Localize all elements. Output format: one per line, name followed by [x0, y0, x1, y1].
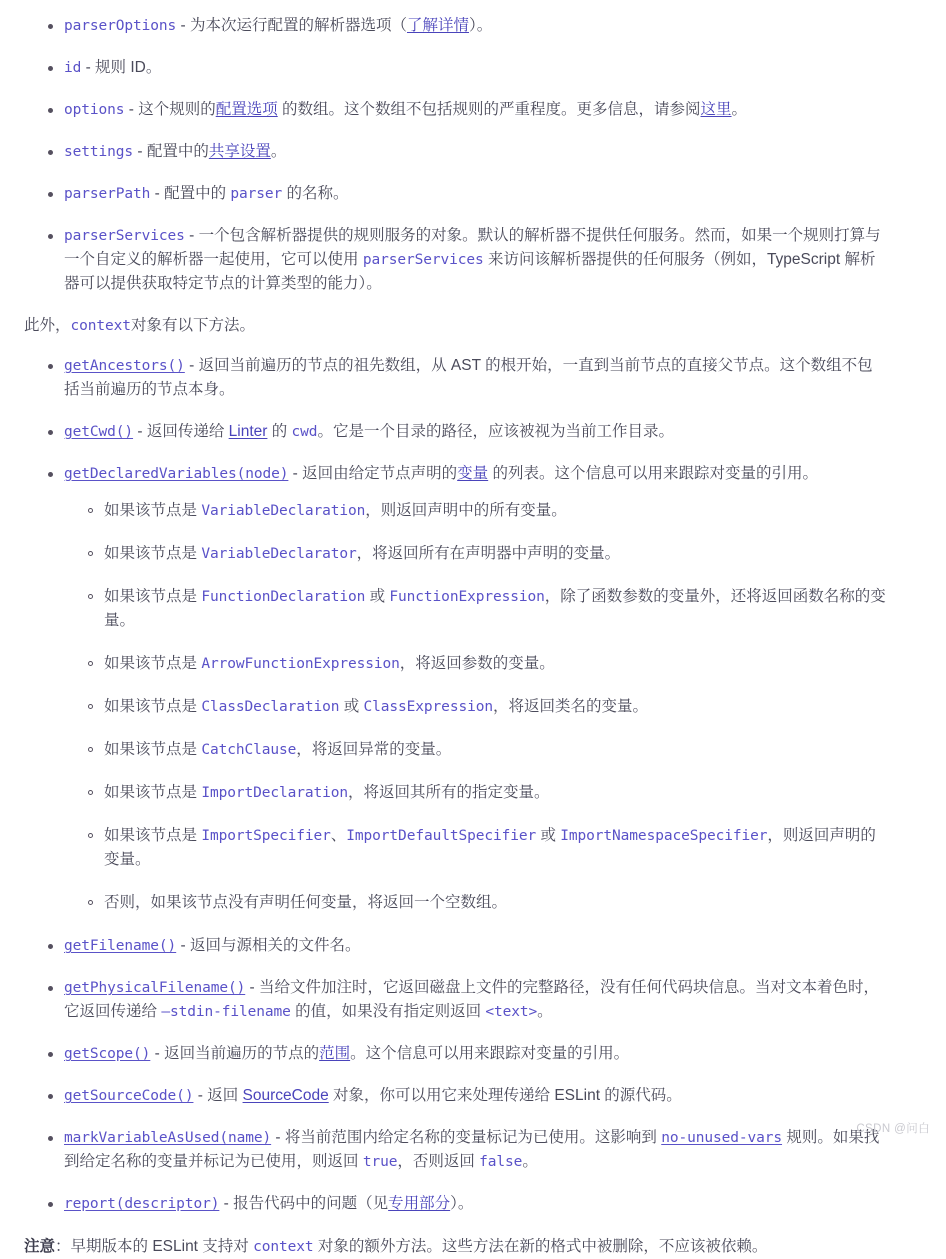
sub-list-item — [64, 891, 886, 915]
text-segment: 。 — [522, 1153, 538, 1171]
method-name[interactable]: getCwd() — [64, 424, 134, 441]
sub-list-item — [64, 499, 886, 523]
text-segment: ）。 — [468, 17, 493, 34]
text-segment: ，将返回异常的变量。 — [296, 741, 452, 759]
list-item — [24, 462, 886, 915]
inline-link[interactable]: 共享设置 — [208, 143, 271, 161]
property-name: parserPath — [64, 186, 151, 203]
inline-link[interactable]: 变量 — [457, 465, 489, 483]
inline-code: ImportDeclaration — [201, 785, 349, 802]
sub-list-item — [64, 585, 886, 633]
inline-link[interactable]: 配置选项 — [215, 101, 278, 119]
inline-code: ClassDeclaration — [201, 699, 340, 716]
text-segment: 。 — [731, 101, 748, 119]
text-segment: ，将返回类名的变量。 — [492, 698, 648, 716]
text-segment: 的列表。这个信息可以用来跟踪对变量的引用。 — [488, 465, 818, 483]
text-segment: 规则。如果找到给定名称的变量并标记为已使用，则返回 — [64, 1129, 880, 1171]
text-segment: 此外， — [24, 317, 71, 335]
text-segment: 的 — [267, 423, 292, 441]
text-segment: 或 — [536, 827, 561, 845]
note-paragraph — [24, 1235, 886, 1259]
text-segment: ）。 — [450, 1195, 474, 1213]
text-segment: - 为本次运行配置的解析器选项（ — [176, 17, 407, 34]
property-name: id — [64, 60, 82, 77]
text-segment: ：早期版本的 ESLint 支持对 — [55, 1237, 254, 1255]
text-segment: ，将返回参数的变量。 — [399, 655, 555, 673]
text-segment: - 配置中的 — [133, 143, 209, 161]
inline-link[interactable]: 范围 — [319, 1045, 351, 1063]
sub-list-item — [64, 738, 886, 762]
text-segment: - 返回传递给 — [133, 423, 229, 441]
method-name[interactable]: getSourceCode() — [64, 1088, 194, 1105]
text-segment: 如果该节点是 — [104, 545, 202, 563]
list-item — [24, 1192, 886, 1216]
text-segment: - 返回与源相关的文件名。 — [176, 937, 361, 955]
list-item — [24, 934, 886, 958]
inline-link[interactable]: SourceCode — [242, 1087, 329, 1105]
text-segment: 的数组。这个数组不包括规则的严重程度。更多信息，请参阅 — [277, 101, 701, 119]
sub-list-item — [64, 824, 886, 872]
inline-link[interactable]: 这里 — [700, 101, 732, 119]
method-name[interactable]: report(descriptor) — [64, 1196, 220, 1213]
text-segment: ，则返回声明的变量。 — [104, 827, 876, 869]
sub-list-item — [64, 781, 886, 805]
inline-code: VariableDeclarator — [201, 546, 357, 563]
inline-code: ArrowFunctionExpression — [201, 656, 400, 673]
method-name[interactable]: getFilename() — [64, 938, 177, 955]
text-segment: - 当给文件加注时，它返回磁盘上文件的完整路径，没有任何代码块信息。当对文本着色时，它返回传递给 — [64, 979, 880, 1021]
text-segment: 、 — [330, 827, 347, 845]
text-segment: ，将返回其所有的指定变量。 — [348, 784, 550, 802]
inline-code: VariableDeclaration — [201, 503, 366, 520]
text-segment: 或 — [339, 698, 364, 716]
text-segment: 来访问该解析器提供的任何服务（例如，TypeScript 解析器可以提供获取特定节点的计算类型的能力）。 — [64, 251, 876, 293]
inline-code: parserServices — [362, 252, 484, 269]
inline-code: —stdin-filename — [161, 1004, 291, 1021]
text-segment: 对象的额外方法。这些方法在新的格式中被删除，不应该被依赖。 — [313, 1237, 768, 1255]
text-segment: 。这个信息可以用来跟踪对变量的引用。 — [350, 1045, 630, 1063]
text-segment: ，除了函数参数的变量外，还将返回函数名称的变量。 — [104, 588, 886, 630]
text-segment: 或 — [365, 588, 390, 606]
sub-list-item — [64, 652, 886, 676]
text-segment: 对象有以下方法。 — [130, 317, 255, 335]
inline-code: ImportDefaultSpecifier — [346, 828, 537, 845]
text-segment: 。 — [537, 1003, 553, 1021]
text-segment: 如果该节点是 — [104, 698, 202, 716]
method-name[interactable]: getPhysicalFilename() — [64, 980, 246, 997]
inline-code: FunctionDeclaration — [201, 589, 366, 606]
list-item — [24, 56, 886, 80]
text-segment: - 这个规则的 — [124, 101, 216, 119]
methods-list — [24, 354, 886, 1216]
text-segment: 。它是一个目录的路径，应该被视为当前工作目录。 — [317, 423, 674, 441]
inline-code: CatchClause — [201, 742, 297, 759]
list-item — [24, 1042, 886, 1066]
inline-link[interactable]: 专用部分 — [388, 1195, 451, 1213]
list-item — [24, 14, 886, 38]
list-item — [24, 1126, 886, 1174]
list-item — [24, 420, 886, 444]
inline-code-link[interactable]: no-unused-vars — [661, 1130, 783, 1147]
property-name: options — [64, 102, 125, 119]
property-name: settings — [64, 144, 134, 161]
inline-code: FunctionExpression — [389, 589, 545, 606]
text-segment: 的名称。 — [282, 185, 349, 203]
text-segment: 如果该节点是 — [104, 784, 202, 802]
inline-code: ImportNamespaceSpecifier — [560, 828, 768, 845]
inline-code: context — [70, 318, 131, 335]
inline-code: true — [362, 1154, 398, 1171]
inline-code: context — [253, 1238, 314, 1255]
property-name: parserServices — [64, 228, 185, 245]
method-name[interactable]: getScope() — [64, 1046, 151, 1063]
text-segment: 否则，如果该节点没有声明任何变量，将返回一个空数组。 — [104, 894, 508, 912]
inline-code: false — [479, 1154, 523, 1171]
text-segment: 如果该节点是 — [104, 827, 202, 845]
properties-list — [24, 14, 886, 296]
text-segment: ，否则返回 — [397, 1153, 480, 1171]
list-item — [24, 140, 886, 164]
sub-list-item — [64, 695, 886, 719]
list-item — [24, 224, 886, 296]
text-segment: ，将返回所有在声明器中声明的变量。 — [356, 545, 621, 563]
text-segment: 如果该节点是 — [104, 655, 202, 673]
text-segment: - 规则 ID。 — [81, 59, 162, 77]
csdn-watermark: CSDN @问白 — [856, 1123, 930, 1136]
text-segment: 如果该节点是 — [104, 588, 202, 606]
method-name[interactable]: getDeclaredVariables(node) — [64, 466, 289, 483]
text-segment: - 返回当前遍历的节点的 — [150, 1045, 320, 1063]
text-segment: 如果该节点是 — [104, 502, 202, 520]
text-segment: - 将当前范围内给定名称的变量标记为已使用。这影响到 — [271, 1129, 662, 1147]
list-item — [24, 354, 886, 402]
list-item — [24, 976, 886, 1024]
inline-code: ClassExpression — [363, 699, 493, 716]
inline-code: ImportSpecifier — [201, 828, 331, 845]
list-item — [24, 182, 886, 206]
property-name: parserOptions — [64, 18, 177, 34]
sub-list-item — [64, 542, 886, 566]
intro-paragraph — [24, 314, 886, 338]
inline-code: parser — [230, 186, 283, 203]
text-segment: - 报告代码中的问题（见 — [219, 1195, 389, 1213]
method-name[interactable]: getAncestors() — [64, 358, 185, 375]
text-segment: - 返回由给定节点声明的 — [288, 465, 458, 483]
text-segment: - 返回当前遍历的节点的祖先数组，从 AST 的根开始，一直到当前节点的直接父节点。这个数组不包括当前遍历的节点本身。 — [64, 357, 873, 399]
text-segment: 。 — [270, 143, 287, 161]
inline-link[interactable]: 了解详情 — [406, 17, 469, 34]
text-segment: 如果该节点是 — [104, 741, 202, 759]
text-segment: - 配置中的 — [150, 185, 231, 203]
list-item — [24, 98, 886, 122]
inline-code: <text> — [485, 1004, 538, 1021]
text-segment: 对象，你可以用它来处理传递给 ESLint 的源代码。 — [328, 1087, 682, 1105]
inline-code: cwd — [291, 424, 318, 441]
sub-list — [64, 499, 886, 915]
text-segment: ，则返回声明中的所有变量。 — [365, 502, 567, 520]
list-item — [24, 1084, 886, 1108]
text-segment: - 返回 — [193, 1087, 243, 1105]
text-segment: 的值，如果没有指定则返回 — [290, 1003, 486, 1021]
text-segment: - 一个包含解析器提供的规则服务的对象。默认的解析器不提供任何服务。然而，如果一个规则打算与一个自定义的解析器一起使用，它可以使用 — [64, 227, 881, 269]
method-name[interactable]: markVariableAsUsed(name) — [64, 1130, 272, 1147]
inline-link[interactable]: Linter — [228, 423, 268, 441]
note-label: 注意 — [24, 1237, 56, 1255]
